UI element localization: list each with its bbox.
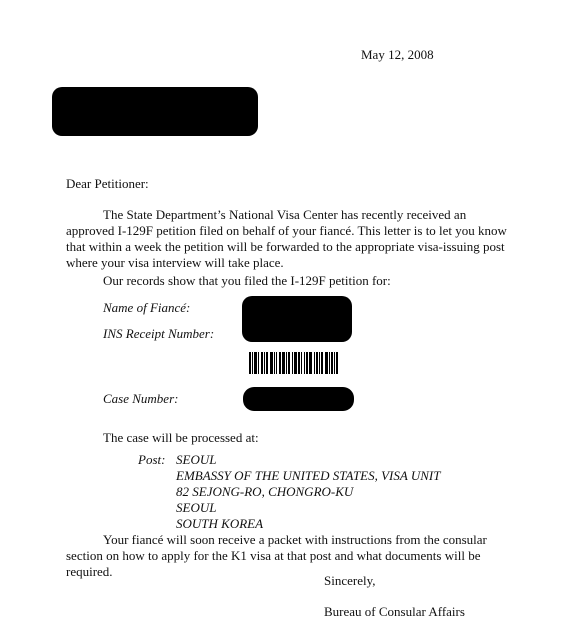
case-number-label: Case Number: bbox=[103, 391, 179, 406]
sender: Bureau of Consular Affairs bbox=[324, 604, 465, 619]
post-line-embassy: EMBASSY OF THE UNITED STATES, VISA UNIT bbox=[176, 468, 441, 483]
post-line-city-2: SEOUL bbox=[176, 500, 217, 515]
closing-paragraph: Your fiancé will soon receive a packet with instructions from the consular section on how to apply for the K1 visa at that post and what documents will be required. bbox=[66, 532, 487, 579]
records-intro: Our records show that you filed the I-129F petition for: bbox=[103, 273, 391, 288]
salutation: Dear Petitioner: bbox=[66, 176, 149, 191]
body-paragraph-1: The State Department’s National Visa Center has recently received an approved I-129F petition filed on behalf of your fiancé. This letter is to let you know that within a week the petition will be forwarded to the appropriate visa-issuing post where your visa interview will take place. bbox=[66, 207, 507, 270]
post-line-country: SOUTH KOREA bbox=[176, 516, 264, 531]
receipt-barcode bbox=[249, 352, 361, 374]
redacted-case-number bbox=[243, 387, 354, 411]
post-line-city: SEOUL bbox=[176, 452, 217, 467]
fiance-name-label: Name of Fiancé: bbox=[103, 300, 191, 315]
post-label: Post: bbox=[138, 452, 166, 467]
letter-date: May 12, 2008 bbox=[361, 47, 434, 62]
processed-intro: The case will be processed at: bbox=[103, 430, 259, 445]
signoff: Sincerely, bbox=[324, 573, 376, 588]
redacted-recipient-address bbox=[52, 87, 258, 136]
redacted-fiance-name bbox=[242, 296, 352, 342]
post-line-street: 82 SEJONG-RO, CHONGRO-KU bbox=[176, 484, 354, 499]
receipt-number-label: INS Receipt Number: bbox=[103, 326, 215, 341]
